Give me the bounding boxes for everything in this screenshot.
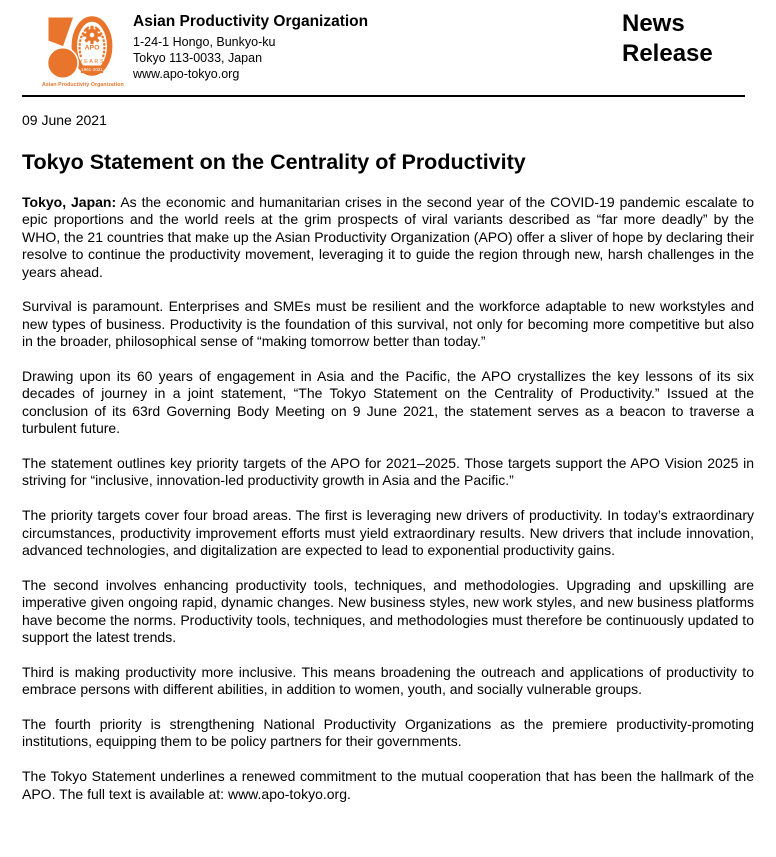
paragraph-1 bbox=[22, 194, 754, 281]
org-address-line-1: 1-24-1 Hongo, Bunkyo-ku bbox=[133, 35, 276, 49]
news-release-line-1: News bbox=[622, 10, 685, 37]
apo-60-years-logo-icon bbox=[47, 16, 113, 80]
paragraph-6 bbox=[22, 577, 754, 647]
paragraph-1-text: As the economic and humanitarian crises in the second year of the COVID-19 pandemic escalate to epic proportions and the world reels at the grim prospects of viral variants described as “far more deadly” by the WHO, the 21 countries that make up the Asian Productivity Organization (APO) offer a sliver of hope by declaring their resolve to continue the productivity movement, leveraging it to guide the region through new, harsh challenges in the years ahead. bbox=[22, 194, 754, 280]
letterhead bbox=[22, 0, 754, 97]
paragraph-2 bbox=[22, 298, 754, 350]
paragraph-3 bbox=[22, 368, 754, 438]
organization-info bbox=[133, 13, 368, 82]
paragraph-9-text: The Tokyo Statement underlines a renewed commitment to the mutual cooperation that has been the hallmark of the APO. The full text is available at: www.apo-tokyo.org. bbox=[22, 768, 754, 802]
paragraph-8-text: The fourth priority is strengthening National Productivity Organizations as the premiere productivity-promoting institutions, equipping them to be policy partners for their governments. bbox=[22, 716, 754, 750]
paragraph-4-text: The statement outlines key priority targets of the APO for 2021–2025. Those targets support the APO Vision 2025 in striving for “inclusive, innovation-led productivity growth in Asia and the Pacific.” bbox=[22, 455, 754, 489]
header-divider bbox=[22, 95, 745, 97]
apo-monogram: APO bbox=[84, 44, 100, 52]
paragraph-6-text: The second involves enhancing productivity tools, techniques, and methodologies. Upgrading and upskilling are imperative given ongoing rapid, dynamic changes. New business styles, new work styles, and new business platforms have become the norms. Productivity tools, techniques, and methodologies must therefore be continuously updated to support the latest trends. bbox=[22, 576, 754, 646]
org-address-line-2: Tokyo 113-0033, Japan bbox=[133, 51, 263, 65]
logo-caption: Asian Productivity Organization bbox=[42, 82, 124, 88]
paragraph-5-text: The priority targets cover four broad areas. The first is leveraging new drivers of productivity. In today’s extraordinary circumstances, productivity improvement efforts must yield extraordinary results. New drivers that include innovation, advanced technologies, and digitalization are expected to lead to exponential productivity gains. bbox=[22, 507, 754, 559]
six-digit-bowl bbox=[48, 48, 79, 79]
release-date: 09 June 2021 bbox=[22, 112, 107, 128]
paragraph-8 bbox=[22, 716, 754, 751]
gear-icon bbox=[83, 26, 102, 45]
news-release-label bbox=[622, 9, 713, 69]
years-range: 1961-2021 bbox=[81, 67, 103, 73]
paragraph-7 bbox=[22, 664, 754, 699]
years-label: YEARS bbox=[79, 59, 105, 65]
page-title: Tokyo Statement on the Centrality of Productivity bbox=[22, 150, 526, 174]
paragraph-7-text: Third is making productivity more inclusive. This means broadening the outreach and applications of productivity to embrace persons with different abilities, in addition to women, youth, and socially vulnerable groups. bbox=[22, 663, 754, 698]
six-digit-stem bbox=[48, 17, 74, 47]
organization-name: Asian Productivity Organization bbox=[133, 13, 369, 30]
article-body bbox=[22, 194, 754, 803]
paragraph-2-text: Survival is paramount. Enterprises and SMEs must be resilient and the workforce adaptable to new workstyles and new types of business. Productivity is the foundation of this survival, not only for becoming more competitive but also in the broader, philosophical sense of “making tomorrow better than today.” bbox=[22, 298, 754, 350]
paragraph-4 bbox=[22, 455, 754, 490]
org-website: www.apo-tokyo.org bbox=[133, 67, 240, 81]
news-release-line-2: Release bbox=[622, 40, 713, 67]
paragraph-5 bbox=[22, 507, 754, 559]
paragraph-1-lead: Tokyo, Japan: bbox=[22, 194, 117, 210]
apo-60-years-logo bbox=[42, 16, 124, 88]
paragraph-3-text: Drawing upon its 60 years of engagement in Asia and the Pacific, the APO crystallizes the key lessons of its six decades of journey in a joint statement, “The Tokyo Statement on the Centrality of Productivity.” Issued at the conclusion of its 63rd Governing Body Meeting on 9 June 2021, the statement serves as a beacon to traverse a turbulent future. bbox=[22, 368, 754, 437]
paragraph-9 bbox=[22, 768, 754, 803]
